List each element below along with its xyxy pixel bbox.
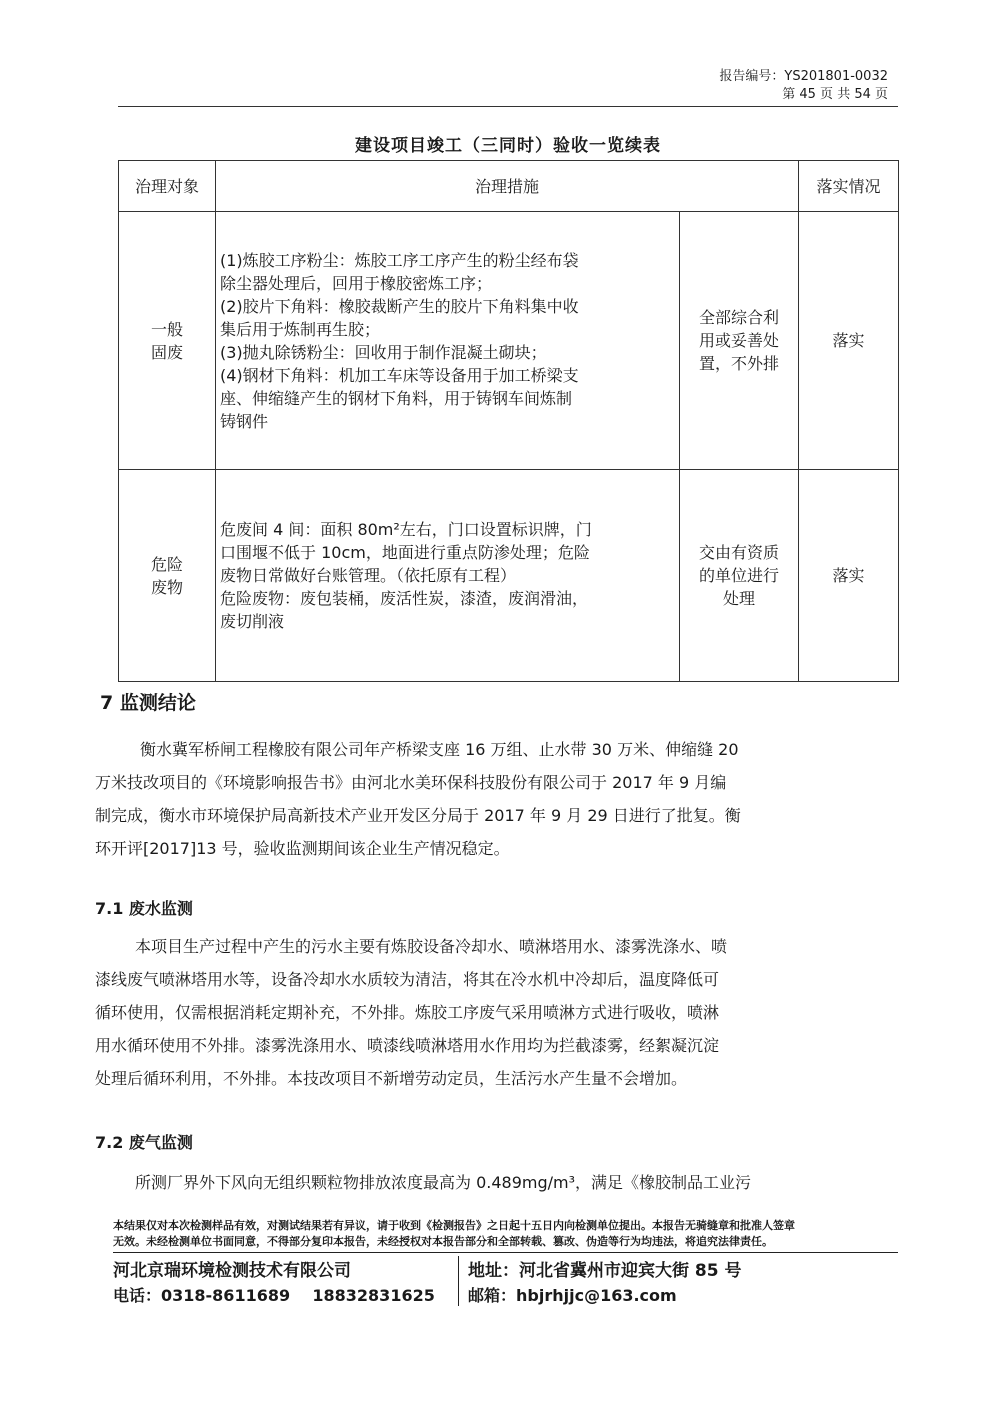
paragraph-line: 制完成，衡水市环境保护局高新技术产业开发区分局于 2017 年 9 月 29 日进行了批复。衡 xyxy=(95,806,741,825)
object-line: 一般 xyxy=(150,319,183,339)
acceptance-table xyxy=(118,160,899,682)
measure-line: (3)抛丸除锈粉尘：回收用于制作混凝土砌块； xyxy=(220,342,547,362)
section-7-heading: 7 监测结论 xyxy=(100,692,196,714)
table-row-hazardous-waste xyxy=(119,470,899,682)
table-header-row xyxy=(119,161,899,212)
footer-disclaimer xyxy=(113,1218,903,1250)
object-cell xyxy=(119,212,216,470)
measure-line: 危废间 4 间：面积 80m²左右，门口设置标识牌，门 xyxy=(220,520,592,539)
status-cell: 落实 xyxy=(799,470,899,682)
paragraph-line: 所测厂界外下风向无组织颗粒物排放浓度最高为 0.489mg/m³，满足《橡胶制品工业污 xyxy=(135,1173,752,1192)
result-line: 全部综合利 xyxy=(699,308,780,327)
measure-line: 座、伸缩缝产生的钢材下角料，用于铸钢车间炼制 xyxy=(220,388,573,408)
paragraph-line: 处理后循环利用，不外排。本技改项目不新增劳动定员，生活污水产生量不会增加。 xyxy=(95,1069,688,1088)
table-title: 建设项目竣工（三同时）验收一览续表 xyxy=(355,136,661,156)
footer-email: 邮箱：hbjrhjjc@163.com xyxy=(468,1286,677,1305)
result-line: 处理 xyxy=(723,589,756,608)
measure-line: 危险废物：废包装桶，废活性炭，漆渣，废润滑油， xyxy=(220,589,589,608)
section-7-2-paragraph xyxy=(95,1166,895,1199)
object-line: 固废 xyxy=(150,342,183,362)
page-info: 第 45 页 共 54 页 xyxy=(782,87,888,102)
footer-separator xyxy=(458,1256,459,1306)
footer-company: 河北京瑞环境检测技术有限公司 xyxy=(113,1261,351,1281)
section-7-paragraph xyxy=(95,733,895,865)
measure-line: 废物日常做好台账管理。（依托原有工程） xyxy=(220,566,517,585)
header-rule xyxy=(118,106,898,107)
disclaimer-line: 无效。未经检测单位书面同意，不得部分复印本报告，未经授权对本报告部分和全部转载、篡改、伪造等行为均违法，将追究法律责任。 xyxy=(113,1235,773,1248)
disclaimer-line: 本结果仅对本次检测样品有效，对测试结果若有异议，请于收到《检测报告》之日起十五日内向检测单位提出。本报告无骑缝章和批准人签章 xyxy=(113,1219,795,1232)
object-line: 废物 xyxy=(150,577,183,597)
result-line: 交由有资质 xyxy=(699,543,780,562)
result-line: 的单位进行 xyxy=(699,566,780,585)
result-line: 置，不外排 xyxy=(699,354,780,373)
paragraph-line: 衡水冀军桥闸工程橡胶有限公司年产桥梁支座 16 万组、止水带 30 万米、伸缩缝 20 xyxy=(140,740,739,759)
section-7-2-heading: 7.2 废气监测 xyxy=(95,1133,193,1152)
paragraph-line: 循环使用，仅需根据消耗定期补充，不外排。炼胶工序废气采用喷淋方式进行吸收，喷淋 xyxy=(95,1003,720,1022)
result-line: 用或妥善处 xyxy=(699,331,780,350)
measure-line: (1)炼胶工序粉尘：炼胶工序工序产生的粉尘经布袋 xyxy=(220,250,579,270)
result-cell xyxy=(680,212,799,470)
measure-line: 除尘器处理后，回用于橡胶密炼工序； xyxy=(220,273,493,293)
measure-line: 集后用于炼制再生胶； xyxy=(220,319,381,339)
header-measures: 治理措施 xyxy=(216,161,799,212)
measures-cell xyxy=(216,212,680,470)
paragraph-line: 漆线废气喷淋塔用水等，设备冷却水水质较为清洁，将其在冷水机中冷却后，温度降低可 xyxy=(95,970,720,989)
measures-cell xyxy=(216,470,680,682)
footer-address: 地址：河北省冀州市迎宾大街 85 号 xyxy=(468,1261,742,1281)
paragraph-line: 用水循环使用不外排。漆雾洗涤用水、喷漆线喷淋塔用水作用均为拦截漆雾，经絮凝沉淀 xyxy=(95,1036,720,1055)
measure-line: 废切削液 xyxy=(220,612,285,631)
object-line: 危险 xyxy=(150,554,183,574)
paragraph-line: 环开评[2017]13 号，验收监测期间该企业生产情况稳定。 xyxy=(95,839,510,858)
footer-rule xyxy=(113,1252,898,1253)
table-row-general-waste xyxy=(119,212,899,470)
measure-line: 铸钢件 xyxy=(220,411,269,431)
header-object: 治理对象 xyxy=(119,161,216,212)
measure-line: 口围堰不低于 10cm，地面进行重点防渗处理；危险 xyxy=(220,543,590,562)
section-7-1-paragraph xyxy=(95,930,895,1095)
measure-line: (4)钢材下角料：机加工车床等设备用于加工桥梁支 xyxy=(220,365,579,385)
footer-phone: 电话：0318-8611689 18832831625 xyxy=(113,1286,435,1305)
header-status: 落实情况 xyxy=(799,161,899,212)
paragraph-line: 本项目生产过程中产生的污水主要有炼胶设备冷却水、喷淋塔用水、漆雾洗涤水、喷 xyxy=(135,937,728,956)
report-number: 报告编号：YS201801-0032 xyxy=(719,69,888,84)
paragraph-line: 万米技改项目的《环境影响报告书》由河北水美环保科技股份有限公司于 2017 年 9 月编 xyxy=(95,773,727,792)
measure-line: (2)胶片下角料：橡胶裁断产生的胶片下角料集中收 xyxy=(220,296,579,316)
object-cell xyxy=(119,470,216,682)
section-7-1-heading: 7.1 废水监测 xyxy=(95,899,193,918)
status-cell: 落实 xyxy=(799,212,899,470)
result-cell xyxy=(680,470,799,682)
